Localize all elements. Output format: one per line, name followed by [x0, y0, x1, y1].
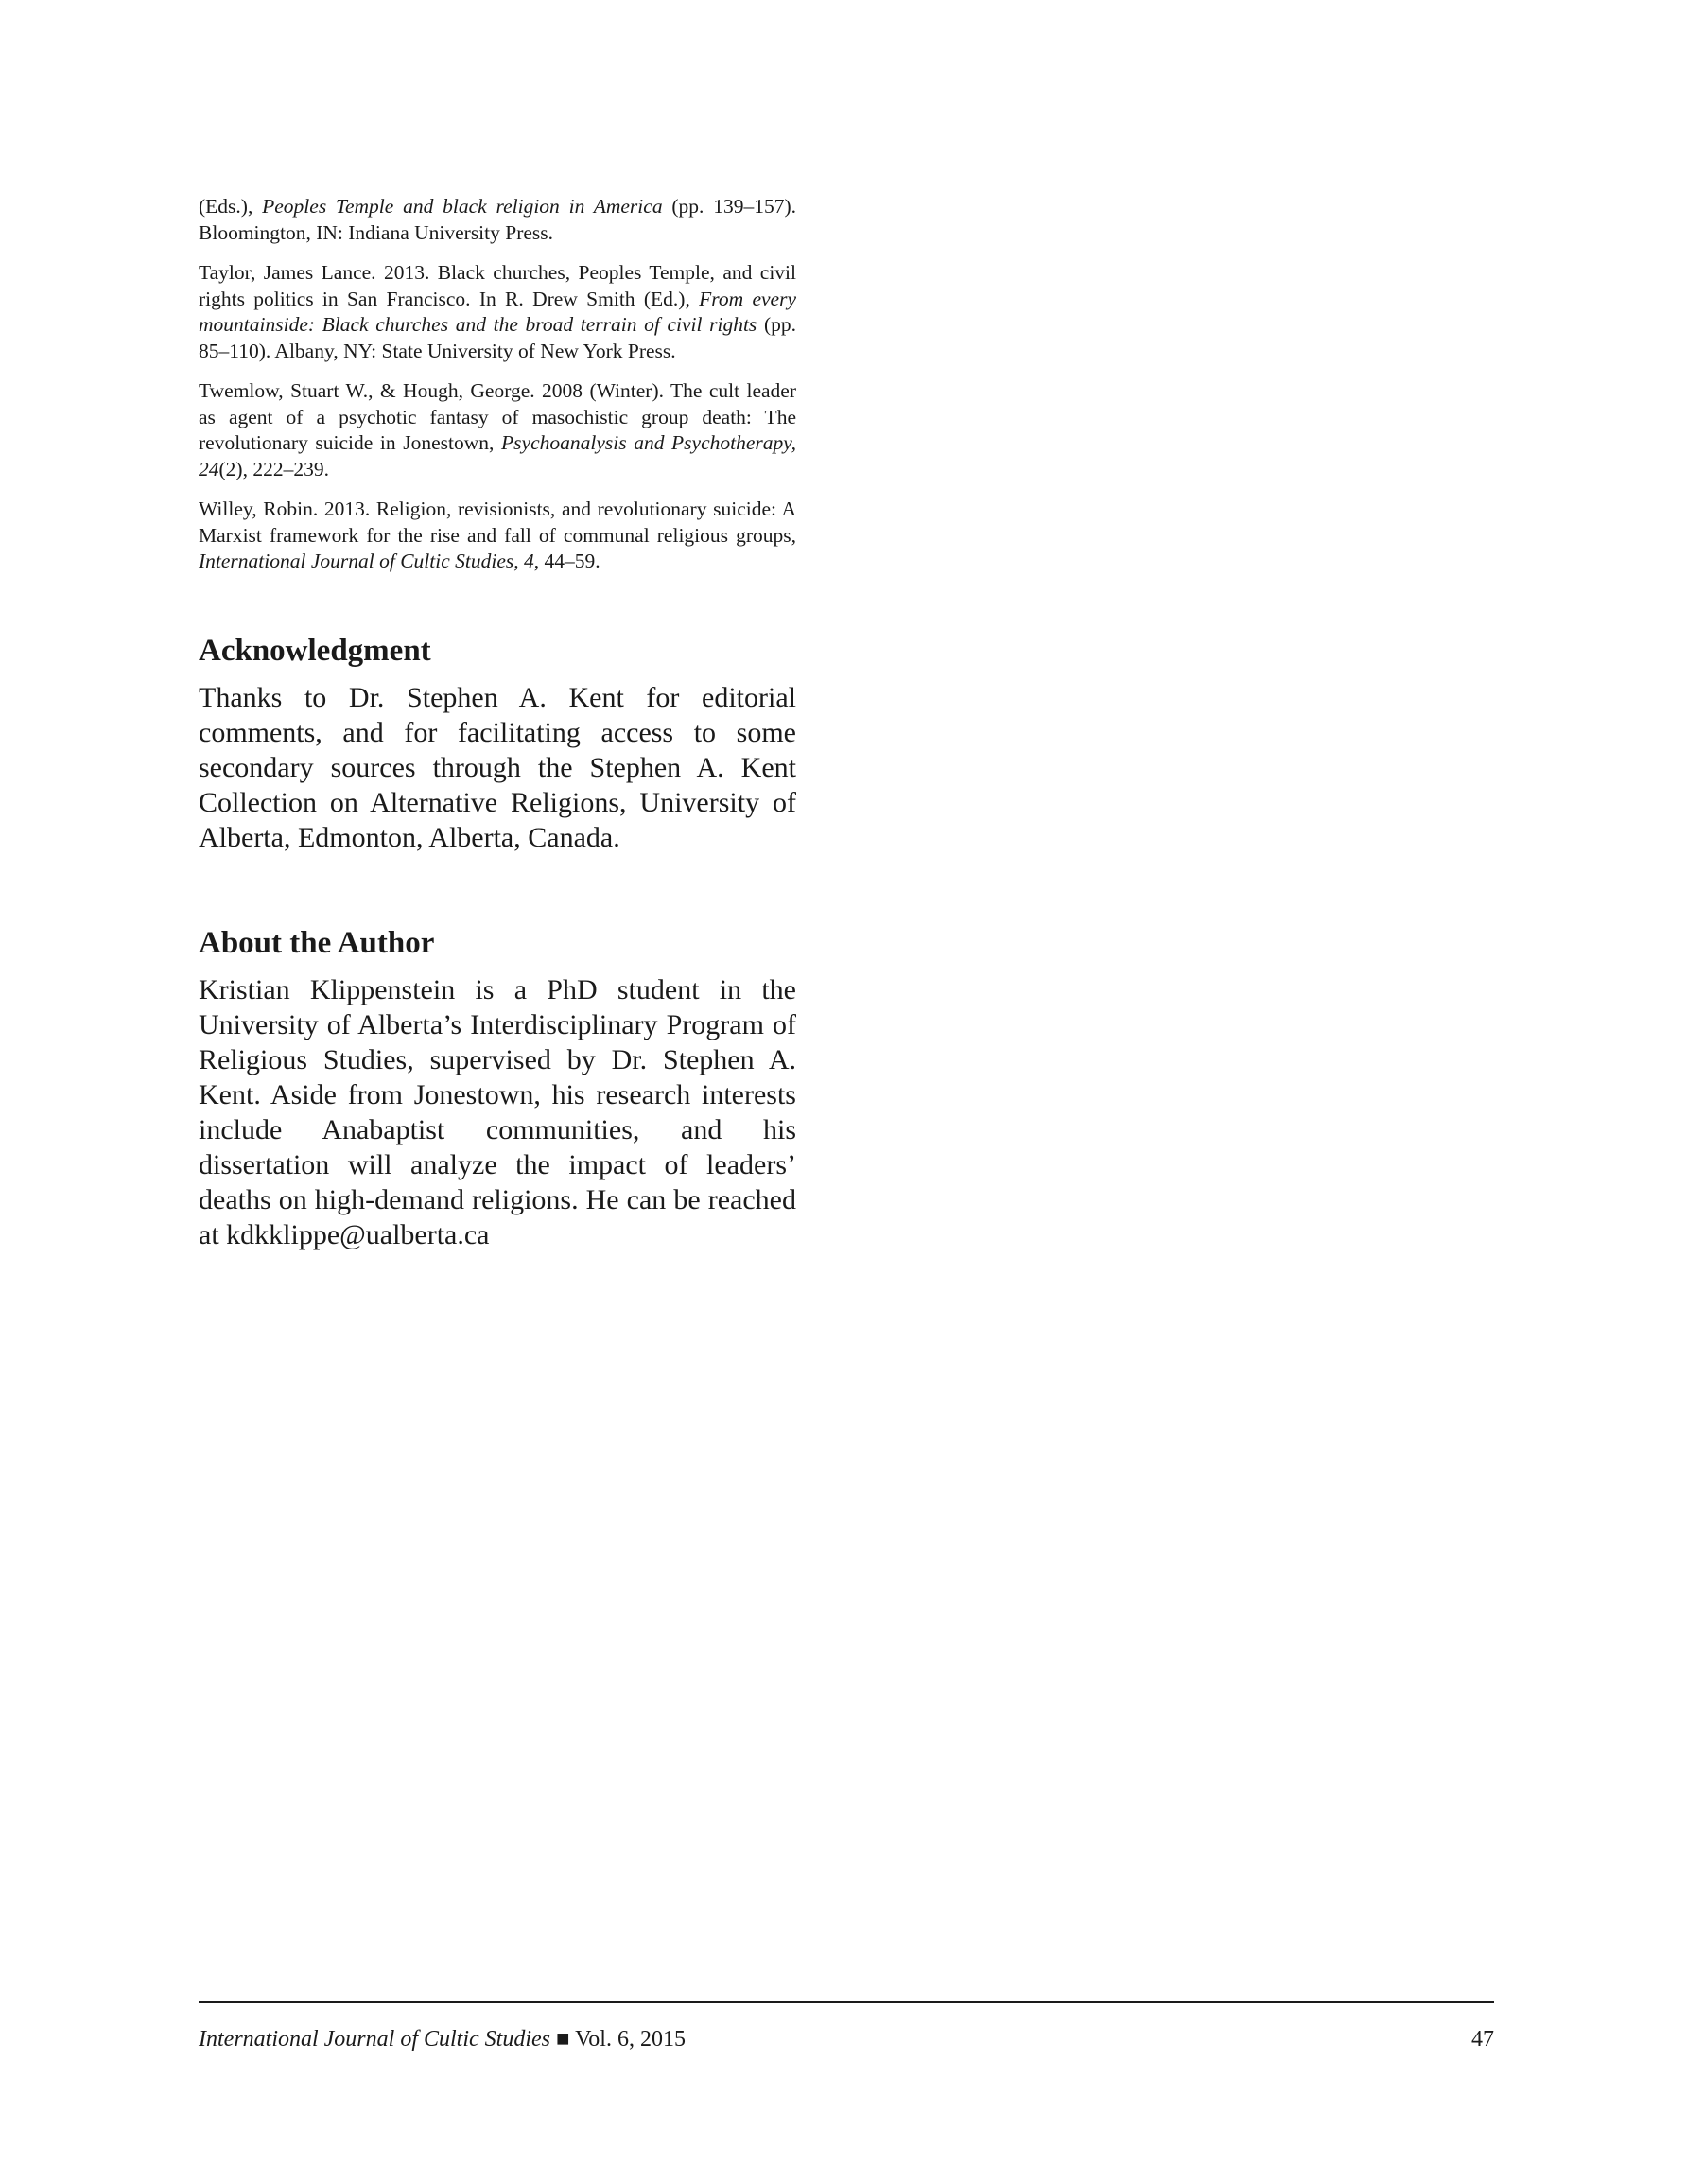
- reference-text: (Eds.),: [199, 195, 263, 218]
- footer-volume: Vol. 6, 2015: [575, 2027, 686, 2052]
- footer-journal-info: [199, 2025, 686, 2053]
- acknowledgment-heading: Acknowledgment: [199, 633, 431, 668]
- about-author-heading: About the Author: [199, 925, 435, 960]
- footer-journal-title: International Journal of Cultic Studies: [199, 2027, 550, 2052]
- reference-title: International Journal of Cultic Studies, 4: [199, 550, 534, 572]
- reference-entry: [199, 497, 796, 575]
- reference-text: (pp. 139–157). Bloomington, IN: Indiana University Press.: [199, 195, 796, 244]
- acknowledgment-text: Thanks to Dr. Stephen A. Kent for editorial comments, and for facilitating access to some secondary sources through the Stephen A. Kent Collection on Alternative Religions, University of Alberta, Edmonton, Alberta, Canada.: [199, 681, 796, 853]
- footer-separator: ■: [555, 2027, 570, 2052]
- reference-text: , 44–59.: [533, 550, 600, 572]
- reference-entry: [199, 260, 796, 364]
- reference-text: (pp. 85–110). Albany, NY: State University of New York Press.: [199, 313, 796, 362]
- reference-title: From every mountainside: Black churches and the broad terrain of civil rights: [199, 287, 796, 336]
- footer-rule: [199, 2001, 1494, 2003]
- reference-entry: [199, 378, 796, 482]
- text-column: [199, 194, 796, 1252]
- references-list: [199, 194, 796, 575]
- reference-text: (2), 222–239.: [218, 457, 329, 480]
- page-number: 47: [1471, 2027, 1494, 2052]
- reference-title: Peoples Temple and black religion in America: [262, 195, 663, 218]
- reference-title: Psychoanalysis and Psychotherapy, 24: [199, 431, 796, 480]
- reference-text: Twemlow, Stuart W., & Hough, George. 2008 (Winter). The cult leader as agent of a psychotic fantasy of masochistic group death: The revolutionary suicide in Jonestown,: [199, 379, 796, 454]
- reference-entry: [199, 194, 796, 246]
- reference-text: Taylor, James Lance. 2013. Black churches, Peoples Temple, and civil rights politics in San Francisco. In R. Drew Smith (Ed.),: [199, 261, 796, 310]
- reference-text: Willey, Robin. 2013. Religion, revisionists, and revolutionary suicide: A Marxist framework for the rise and fall of communal religious groups,: [199, 498, 796, 547]
- about-author-text: Kristian Klippenstein is a PhD student in the University of Alberta’s Interdisciplinary Program of Religious Studies, supervised by Dr. Stephen A. Kent. Aside from Jonestown, his research interests include Anabaptist communities, and his dissertation will analyze the impact of leaders’ deaths on high-demand religions. He can be reached at kdkklippe@ualberta.ca: [199, 973, 796, 1250]
